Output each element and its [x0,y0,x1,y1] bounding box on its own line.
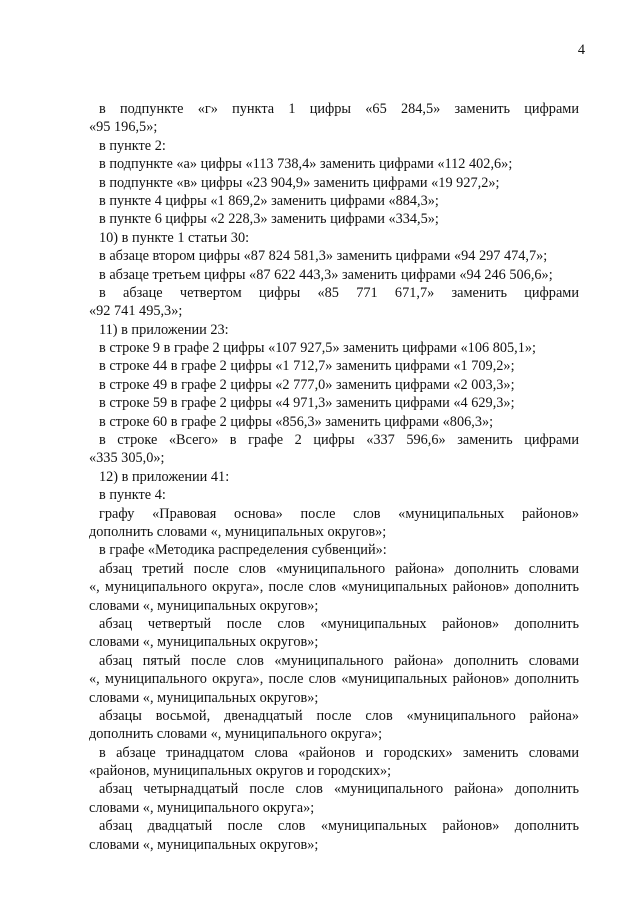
page-number: 4 [577,42,585,58]
text-line: 11) в приложении 23: [99,321,229,338]
text-line: словами «, муниципальных округов»; [89,836,319,853]
text-line: словами «, муниципального округа»; [89,799,315,816]
text-line: «, муниципального округа», после слов «муниципальных районов» дополнить [89,671,579,688]
text-line: в пункте 4: [99,487,166,504]
text-line: 10) в пункте 1 статьи 30: [99,229,250,246]
text-line: в строке 59 в графе 2 цифры «4 971,3» заменить цифрами «4 629,3»; [99,395,515,412]
text-line: в графе «Методика распределения субвенций»: [99,542,387,559]
text-line: дополнить словами «, муниципальных округов»; [89,523,387,540]
text-line: «районов, муниципальных округов и городских»; [89,763,392,780]
text-line: словами «, муниципальных округов»; [89,634,319,651]
text-line: в абзаце третьем цифры «87 622 443,3» заменить цифрами «94 246 506,6»; [99,266,553,283]
text-line: 12) в приложении 41: [99,468,230,485]
text-line: в подпункте «а» цифры «113 738,4» заменить цифрами «112 402,6»; [99,156,513,173]
text-line: в абзаце четвертом цифры «85 771 671,7» заменить цифрами [99,284,579,301]
document-body [89,100,579,854]
text-line: в строке 9 в графе 2 цифры «107 927,5» заменить цифрами «106 805,1»; [99,340,536,357]
text-line: в строке 60 в графе 2 цифры «856,3» заменить цифрами «806,3»; [99,413,494,430]
text-line: в подпункте «г» пункта 1 цифры «65 284,5» заменить цифрами [99,101,579,117]
text-line: в подпункте «в» цифры «23 904,9» заменить цифрами «19 927,2»; [99,174,500,191]
text-line: в строке 49 в графе 2 цифры «2 777,0» заменить цифрами «2 003,3»; [99,376,515,393]
text-line: абзац пятый после слов «муниципального района» дополнить словами [99,652,579,669]
text-line: дополнить словами «, муниципального округа»; [89,726,383,743]
text-line: в строке 44 в графе 2 цифры «1 712,7» заменить цифрами «1 709,2»; [99,358,515,375]
text-line: в абзаце тринадцатом слова «районов и городских» заменить словами [99,744,579,761]
text-line: «92 741 495,3»; [89,303,183,320]
text-line: абзац третий после слов «муниципального района» дополнить словами [99,560,579,577]
text-line: в пункте 6 цифры «2 228,3» заменить цифрами «334,5»; [99,211,439,228]
text-line: в абзаце втором цифры «87 824 581,3» заменить цифрами «94 297 474,7»; [99,248,548,265]
text-line: словами «, муниципальных округов»; [89,689,319,706]
text-line: абзац четвертый после слов «муниципальных районов» дополнить [99,615,579,632]
text-line: «95 196,5»; [89,119,158,136]
text-line: абзац четырнадцатый после слов «муниципального района» дополнить [99,781,579,798]
text-line: в строке «Всего» в графе 2 цифры «337 596,6» заменить цифрами [99,432,579,449]
text-line: графу «Правовая основа» после слов «муниципальных районов» [99,505,579,522]
text-line: абзацы восьмой, двенадцатый после слов «муниципального района» [99,707,579,724]
text-line: «, муниципального округа», после слов «муниципальных районов» дополнить [89,579,579,596]
text-line: в пункте 4 цифры «1 869,2» заменить цифрами «884,3»; [99,192,439,209]
text-line: абзац двадцатый после слов «муниципальных районов» дополнить [99,818,579,835]
text-line: в пункте 2: [99,137,166,154]
text-line: словами «, муниципальных округов»; [89,597,319,614]
text-line: «335 305,0»; [89,450,165,467]
